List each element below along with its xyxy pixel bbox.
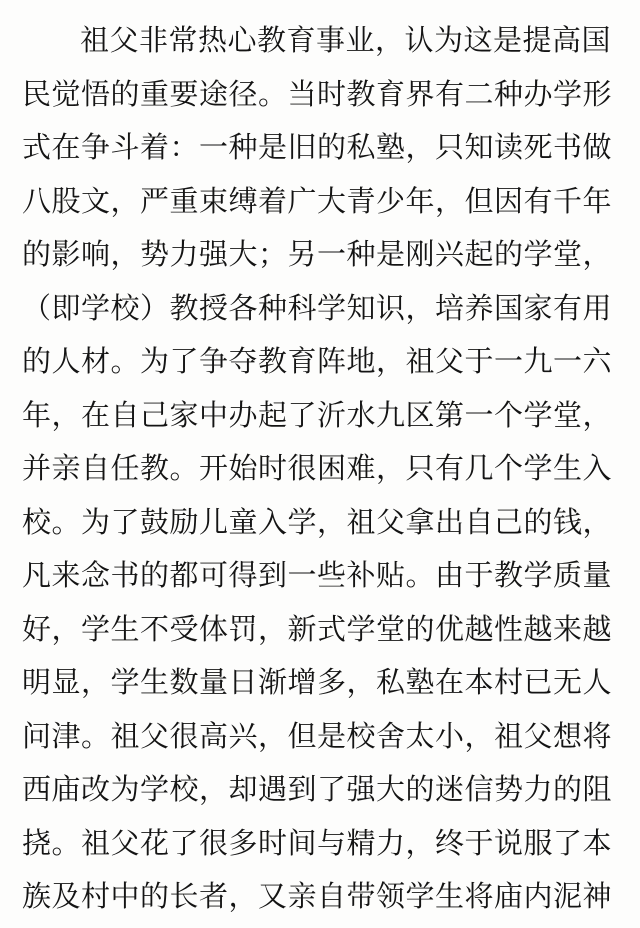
text-line: 的人材。为了争夺教育阵地，祖父于一九一六	[22, 344, 613, 378]
text-line: 并亲自任教。开始时很困难，只有几个学生入	[22, 451, 613, 485]
text-line: （即学校）教授各种科学知识，培养国家有用	[22, 290, 613, 325]
text-line: 式在争斗着：一种是旧的私塾，只知读死书做	[22, 130, 613, 164]
body-text	[22, 14, 632, 924]
text-line: 民觉悟的重要途径。当时教育界有二种办学形	[22, 76, 613, 111]
text-line: 的影响，势力强大；另一种是刚兴起的学堂，	[22, 237, 613, 271]
text-line: 凡来念书的都可得到一些补贴。由于教学质量	[22, 558, 613, 592]
text-line: 好，学生不受体罚，新式学堂的优越性越来越	[22, 611, 613, 646]
text-line: 问津。祖父很高兴，但是校舍太小，祖父想将	[22, 718, 613, 753]
text-line: 明显，学生数量日渐增多，私塾在本村已无人	[22, 665, 613, 699]
text-line: 祖父非常热心教育事业，认为这是提高国	[80, 23, 612, 57]
text-line: 年，在自己家中办起了沂水九区第一个学堂，	[22, 397, 613, 432]
text-line: 八股文，严重束缚着广大青少年，但因有千年	[22, 183, 613, 218]
text-line: 校。为了鼓励儿童入学，祖父拿出自己的钱，	[22, 504, 613, 539]
text-line: 挠。祖父花了很多时间与精力，终于说服了本	[22, 825, 613, 860]
text-line: 族及村中的长者，又亲自带领学生将庙内泥神	[22, 879, 613, 913]
text-line: 西庙改为学校，却遇到了强大的迷信势力的阻	[22, 772, 613, 806]
